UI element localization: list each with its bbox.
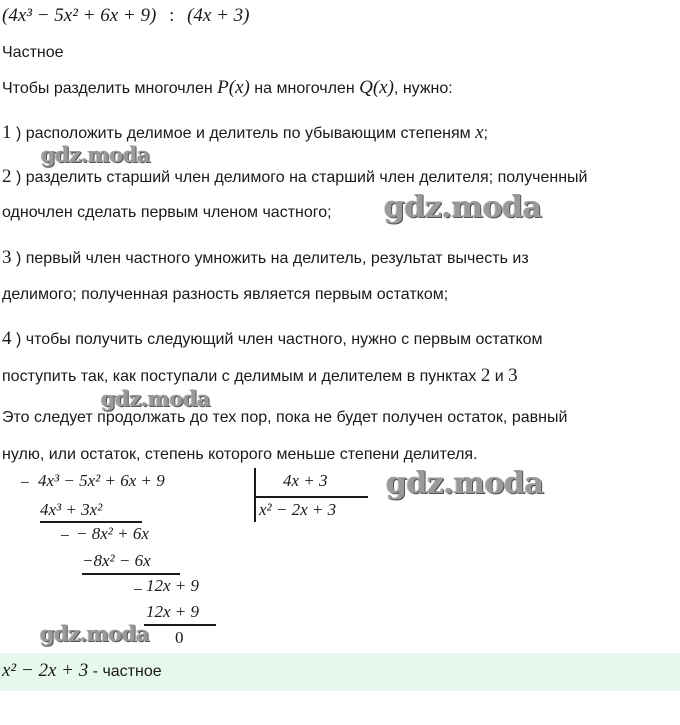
step-1-number: 1 xyxy=(2,122,12,143)
division-subtrahend-2: −8x² − 6x xyxy=(82,551,151,570)
division-subtrahend-3: 12x + 9 xyxy=(146,602,200,621)
division-dividend: 4x³ − 5x² + 6x + 9 xyxy=(38,471,165,490)
intro-q: Q(x) xyxy=(359,77,394,98)
step-2-line-1 xyxy=(2,166,587,188)
intro-p: P(x) xyxy=(217,77,250,98)
division-vertical-bar xyxy=(254,468,256,522)
step-2-line-2: одночлен сделать первым членом частного; xyxy=(2,204,332,221)
step-4-text: ) чтобы получить следующий член частного, нужно с первым остатком xyxy=(15,331,543,348)
division-minus-1: − xyxy=(20,473,30,492)
step-4-line-1 xyxy=(2,328,543,350)
watermark-logo: gdz.moda xyxy=(384,190,542,225)
step-4-and: и xyxy=(494,368,504,385)
intro-text xyxy=(2,77,453,99)
step-1 xyxy=(2,122,488,144)
division-remainder-1: − 8x² + 6x xyxy=(76,524,149,543)
intro-after: , нужно: xyxy=(393,80,453,97)
step-4-ref-2: 3 xyxy=(508,365,518,386)
problem-dividend: (4x³ − 5x² + 6x + 9) xyxy=(2,5,157,26)
conclusion-line-2: нулю, или остаток, степень которого меньше степени делителя. xyxy=(2,446,478,463)
step-4-line-2 xyxy=(2,365,518,387)
step-3-text: ) первый член частного умножить на делитель, результат вычесть из xyxy=(15,250,529,267)
result-line xyxy=(2,660,162,682)
division-final-remainder: 0 xyxy=(175,628,184,647)
step-3-line-2: делимого; полученная разность является первым остатком; xyxy=(2,286,449,303)
division-line-2 xyxy=(82,573,180,575)
division-minus-3: − xyxy=(133,580,143,599)
step-2-number: 2 xyxy=(2,166,12,187)
problem-divisor: (4x + 3) xyxy=(187,5,250,26)
heading: Частное xyxy=(2,44,64,61)
step-3-number: 3 xyxy=(2,247,12,268)
watermark-logo: gdz.moda xyxy=(386,466,544,501)
division-minus-2: − xyxy=(60,526,70,545)
step-1-tail: ; xyxy=(483,125,488,142)
step-3-line-1 xyxy=(2,247,529,269)
division-divisor-line xyxy=(256,496,368,498)
division-divisor: 4x + 3 xyxy=(283,471,328,490)
division-line-1 xyxy=(40,521,142,523)
step-1-var: x xyxy=(475,122,484,143)
intro-middle: на многочлен xyxy=(254,80,355,97)
watermark-logo: gdz.moda xyxy=(41,142,151,167)
watermark-logo: gdz.moda xyxy=(101,386,211,411)
step-2-text: ) разделить старший член делимого на старший член делителя; полученный xyxy=(15,169,588,186)
problem-statement xyxy=(2,5,250,27)
step-4-number: 4 xyxy=(2,328,12,349)
problem-colon: : xyxy=(169,5,175,26)
division-quotient: x² − 2x + 3 xyxy=(259,500,337,519)
result-label: - частное xyxy=(88,663,162,680)
division-subtrahend-1: 4x³ + 3x² xyxy=(40,500,103,519)
intro-before: Чтобы разделить многочлен xyxy=(2,80,213,97)
step-4-ref-1: 2 xyxy=(480,365,491,386)
conclusion-line-1: Это следует продолжать до тех пор, пока не будет получен остаток, равный xyxy=(2,409,568,426)
step-4-text-2: поступить так, как поступали с делимым и делителем в пунктах xyxy=(2,368,477,385)
step-1-text: ) расположить делимое и делитель по убывающим степеням xyxy=(15,125,471,142)
division-line-3 xyxy=(144,624,216,626)
division-remainder-2: 12x + 9 xyxy=(146,576,200,595)
result-expression: x² − 2x + 3 xyxy=(2,660,89,681)
watermark-logo: gdz.moda xyxy=(40,621,150,646)
